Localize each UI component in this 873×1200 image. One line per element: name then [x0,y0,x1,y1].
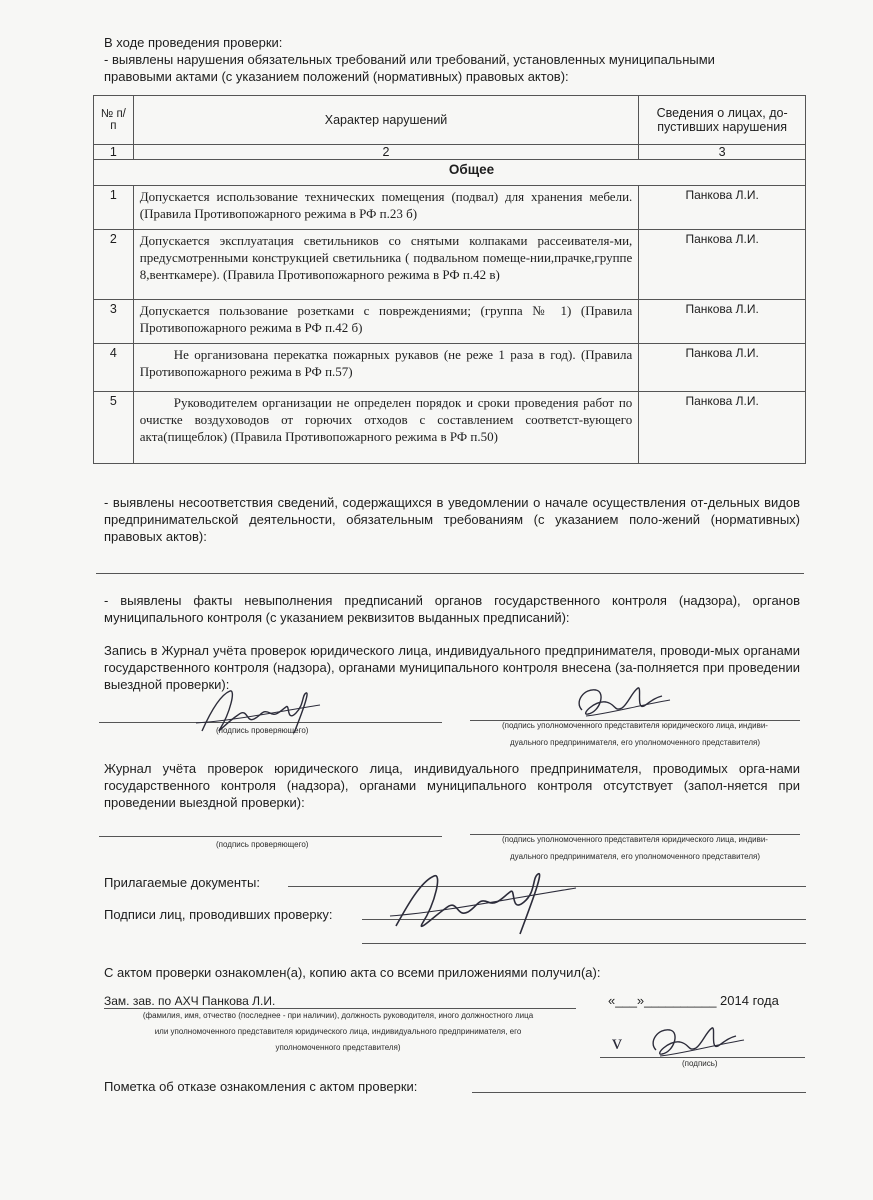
row-number: 3 [94,300,134,344]
received-caption-line-2: или уполномоченного представителя юридического лица, индивидуального предпринимателя, его [154,1027,522,1036]
orders-paragraph: - выявлены факты невыполнения предписаний органов государственного контроля (надзора), органов муниципального контроля (с указанием реквизитов выданных предписаний): [104,593,800,625]
received-date: «___»__________ 2014 года [608,993,779,1008]
representative-caption-1-line-1: (подпись уполномоченного представителя юридического лица, индиви- [502,721,768,730]
representative-signature-1 [566,680,676,725]
table-row [94,230,806,300]
inspector-signature-main [382,862,582,942]
received-caption-line-1: (фамилия, имя, отчество (последнее - при наличии), должность руководителя, иного должностного лица [142,1011,534,1020]
row-number: 5 [94,392,134,464]
acknowledged-text: С актом проверки ознакомлен(а), копию акта со всеми приложениями получил(а): [104,965,601,980]
representative-caption-1-line-2: дуального предпринимателя, его уполномоченного представителя) [510,738,760,747]
intro-line-2: - выявлены нарушения обязательных требований или требований, установленных муниципальными [104,52,715,67]
column-numbers-row [94,145,806,160]
received-signature [640,1020,750,1065]
received-name: Зам. зав. по АХЧ Панкова Л.И. [104,994,276,1008]
inspector-caption-2: (подпись проверяющего) [216,840,309,849]
intro-line-1: В ходе проведения проверки: [104,35,283,50]
violations-table [93,95,806,464]
table-row [94,392,806,464]
journal-paragraph: Запись в Журнал учёта проверок юридического лица, индивидуального предпринимателя, проводи-мых органами государственного контроля (надзора), органами муниципального контроля внесена (за-полняется при проведении выездной проверки): [104,643,800,692]
received-signature-caption: (подпись) [682,1059,718,1068]
section-row [94,160,806,186]
inspector-signature-line-2 [99,836,442,837]
row-text: Не организована перекатка пожарных рукавов (не реже 1 раза в год). (Правила Противопожарного режима в РФ п.57) [133,344,639,392]
refusal-line [472,1092,806,1093]
row-person: Панкова Л.И. [639,344,806,392]
table-row [94,344,806,392]
row-number: 1 [94,186,134,230]
refusal-label: Пометка об отказе ознакомления с актом проверки: [104,1079,418,1094]
row-person: Панкова Л.И. [639,392,806,464]
signatures-line-2 [362,943,806,944]
header-character: Характер нарушений [133,96,639,145]
table-header-row [94,96,806,145]
row-text: Допускается использование технических помещения (подвал) для хранения мебели. (Правила Противопожарного режима в РФ п.23 б) [133,186,639,230]
mismatch-fill-line [96,573,804,574]
col-number-3: 3 [639,145,806,160]
row-person: Панкова Л.И. [639,186,806,230]
col-number-2: 2 [133,145,639,160]
received-caption [104,1010,572,1053]
received-name-line [104,1008,576,1009]
row-text: Руководителем организации не определен порядок и сроки проведения работ по очистке воздуховодов от горючих отходов с составлением соответст-вующего акта(пищеблок) (Правила Противопожарного режима в РФ п.50) [133,392,639,464]
row-text: Допускается пользование розетками с повреждениями; (группа № 1) (Правила Противопожарного режима в РФ п.42 б) [133,300,639,344]
inspector-caption-1: (подпись проверяющего) [216,726,309,735]
representative-caption-2-line-2: дуального предпринимателя, его уполномоченного представителя) [510,852,760,861]
header-persons: Сведения о лицах, до-пустивших нарушения [639,96,806,145]
check-mark: v [612,1032,622,1054]
intro [104,34,804,85]
received-caption-line-3: уполномоченного представителя) [275,1043,401,1052]
table-row [94,186,806,230]
row-person: Панкова Л.И. [639,300,806,344]
inspector-signature-1 [190,683,330,743]
row-person: Панкова Л.И. [639,230,806,300]
signatures-label: Подписи лиц, проводивших проверку: [104,907,333,922]
row-text: Допускается эксплуатация светильников со снятыми колпаками рассеивателя-ми, предусмотренными конструкцией светильника ( подвальном помеще-нии,прачке,группе 8,венткамере). (Правила Противопожарного режима в РФ п.42 в) [133,230,639,300]
row-number: 2 [94,230,134,300]
row-number: 4 [94,344,134,392]
col-number-1: 1 [94,145,134,160]
header-num: № п/п [94,96,134,145]
mismatch-paragraph: - выявлены несоответствия сведений, содержащихся в уведомлении о начале осуществления от-дельных видов предпринимательской деятельности, обязательным требованиям (с указанием поло-жений (нормативных) правовых актов): [104,495,800,544]
journal-absent-paragraph: Журнал учёта проверок юридического лица, индивидуального предпринимателя, проводимых орга-нами государственного контроля (надзора), органами муниципального контроля отсутствует (запол-няется при проведении выездной проверки): [104,761,800,810]
attached-docs-label: Прилагаемые документы: [104,875,260,890]
representative-caption-2-line-1: (подпись уполномоченного представителя юридического лица, индиви- [502,835,768,844]
intro-line-3: правовыми актами (с указанием положений (нормативных) правовых актов): [104,69,569,84]
table-row [94,300,806,344]
section-title: Общее [94,160,806,186]
representative-caption-2 [470,834,800,862]
